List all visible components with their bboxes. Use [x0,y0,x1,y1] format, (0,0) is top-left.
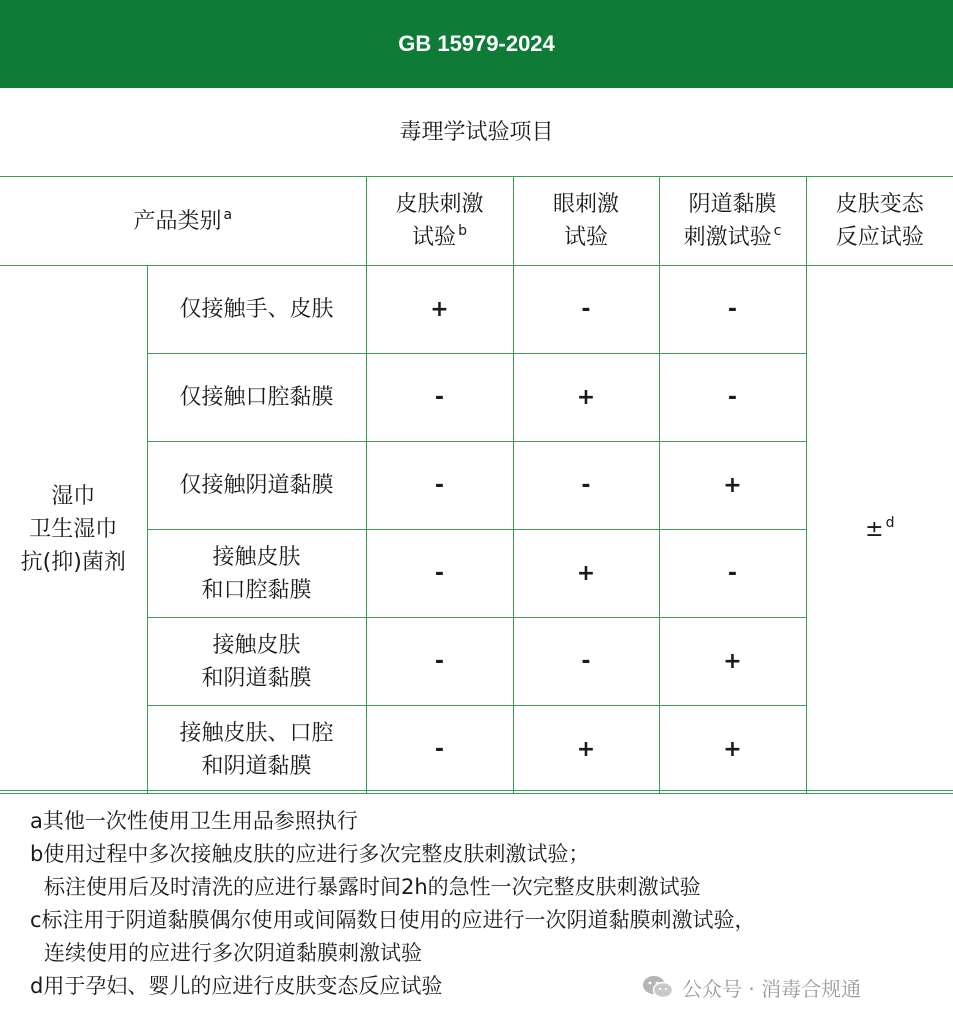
eye-irritation-cell: - [513,266,659,354]
skin-sensitization-cell: ± $^d$ [806,266,953,794]
eye-irritation-cell: + [513,530,659,618]
vaginal-irritation-cell: + [659,442,806,530]
footnote-b-continued: 标注使用后及时清洗的应进行暴露时间2h的急性一次完整皮肤刺激试验 [44,875,701,899]
vaginal-irritation-cell: - [659,354,806,442]
footnote-c: c标注用于阴道黏膜偶尔使用或间隔数日使用的应进行一次阴道黏膜刺激试验， [30,908,756,932]
contact-type-cell: 仅接触手、皮肤 [147,266,366,354]
vaginal-irritation-cell: + [659,706,806,794]
col-header-skin-sensitization: 皮肤变态 反应试验 [806,177,953,266]
category-header: 产品类别 $^a$ [0,177,366,266]
skin-irritation-cell: + [366,266,513,354]
footnote-marker: d [885,515,895,531]
vaginal-irritation-cell: - [659,530,806,618]
footnote-marker: a [223,206,233,223]
eye-irritation-cell: - [513,618,659,706]
skin-irritation-cell: - [366,706,513,794]
column-header-row [0,177,953,266]
footnote-b: b使用过程中多次接触皮肤的应进行多次完整皮肤刺激试验； [30,842,590,866]
page-header [0,0,953,88]
contact-type-cell: 仅接触阴道黏膜 [147,442,366,530]
col-header-skin-irritation: 皮肤刺激 试验 $^b$ [366,177,513,266]
footnote-a: a其他一次性使用卫生用品参照执行 [30,809,358,833]
vaginal-irritation-cell: + [659,618,806,706]
skin-irritation-cell: - [366,442,513,530]
table-row [0,266,953,354]
section-title-row [0,88,953,177]
contact-type-cell: 仅接触口腔黏膜 [147,354,366,442]
col-header-eye-irritation: 眼刺激 试验 [513,177,659,266]
eye-irritation-cell: + [513,706,659,794]
eye-irritation-cell: + [513,354,659,442]
contact-type-cell: 接触皮肤 和阴道黏膜 [147,618,366,706]
watermark [642,970,861,1004]
footnote-marker: b [458,223,467,239]
toxicology-table [0,88,953,794]
vaginal-irritation-cell: - [659,266,806,354]
skin-irritation-cell: - [366,618,513,706]
eye-irritation-cell: - [513,442,659,530]
footnote-c-continued: 连续使用的应进行多次阴道黏膜刺激试验 [44,941,422,965]
footnote-marker: c [773,223,782,239]
standard-title: GB 15979-2024 [398,31,555,56]
contact-type-cell: 接触皮肤、口腔 和阴道黏膜 [147,706,366,794]
footnote-d: d用于孕妇、婴儿的应进行皮肤变态反应试验 [30,974,443,998]
wechat-icon [642,974,674,1000]
product-group-label: 湿巾 卫生湿巾 抗(抑)菌剂 [0,266,147,794]
skin-irritation-cell: - [366,530,513,618]
contact-type-cell: 接触皮肤 和口腔黏膜 [147,530,366,618]
watermark-text: 公众号 · 消毒合规通 [682,976,862,1001]
col-header-vaginal-irritation: 阴道黏膜 刺激试验 $^c$ [659,177,806,266]
section-title: 毒理学试验项目 [0,88,953,177]
skin-irritation-cell: - [366,354,513,442]
